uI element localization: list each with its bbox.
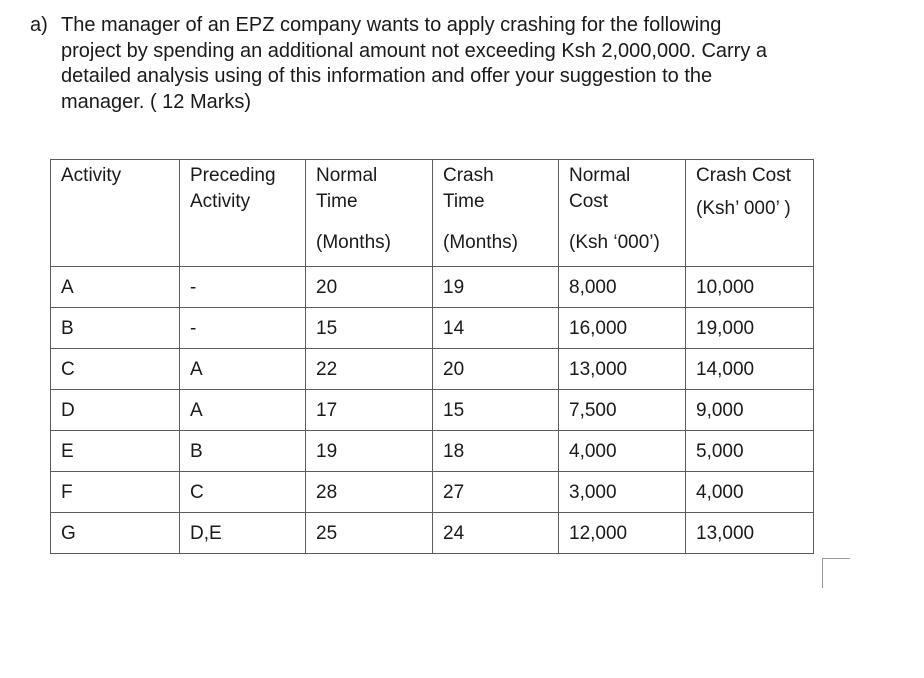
cell-crash-time: 20 [433, 349, 559, 390]
question-line: detailed analysis using of this information and offer your suggestion to the [61, 65, 713, 87]
crashing-data-table [50, 159, 814, 554]
question-body [61, 13, 850, 115]
header-normal-time [306, 160, 433, 267]
header-preceding-line-2: Activity [190, 191, 251, 212]
cell-normal-time: 19 [306, 431, 433, 472]
cell-activity: D [51, 390, 180, 431]
cell-crash-time: 18 [433, 431, 559, 472]
table-row [51, 513, 814, 554]
table-row [51, 390, 814, 431]
cell-activity: F [51, 472, 180, 513]
question-line: The manager of an EPZ company wants to apply crashing for the following [61, 14, 722, 36]
cell-crash-time: 14 [433, 308, 559, 349]
cell-crash-time: 15 [433, 390, 559, 431]
cell-preceding: C [180, 472, 306, 513]
table-row [51, 349, 814, 390]
question-text [30, 13, 850, 115]
cell-crash-cost: 9,000 [686, 390, 814, 431]
cell-activity: B [51, 308, 180, 349]
cell-normal-cost: 12,000 [559, 513, 686, 554]
table-row [51, 431, 814, 472]
page-corner-mark [822, 558, 850, 588]
header-normal-cost-unit: (Ksh ‘000’) [569, 232, 660, 253]
cell-crash-time: 19 [433, 267, 559, 308]
question-line: project by spending an additional amount not exceeding Ksh 2,000,000. Carry a [61, 39, 768, 62]
header-normal-time-line-2: Time [316, 191, 358, 212]
cell-normal-time: 25 [306, 513, 433, 554]
cell-crash-cost: 4,000 [686, 472, 814, 513]
question-marker: a) [30, 14, 48, 36]
header-normal-cost-line-1: Normal [569, 165, 631, 186]
header-crash-time-unit: (Months) [443, 232, 518, 253]
header-activity [51, 160, 180, 267]
cell-activity: A [51, 267, 180, 308]
header-crash-cost-unit: (Ksh’ 000’ ) [696, 198, 791, 219]
cell-normal-cost: 3,000 [559, 472, 686, 513]
cell-preceding: A [180, 390, 306, 431]
cell-normal-cost: 4,000 [559, 431, 686, 472]
cell-crash-cost: 19,000 [686, 308, 814, 349]
header-crash-time-line-1: Crash [443, 165, 494, 186]
cell-activity: C [51, 349, 180, 390]
cell-preceding: - [180, 308, 306, 349]
cell-preceding: D,E [180, 513, 306, 554]
header-preceding-activity [180, 160, 306, 267]
header-crash-cost [686, 160, 814, 267]
cell-normal-cost: 8,000 [559, 267, 686, 308]
cell-crash-cost: 14,000 [686, 349, 814, 390]
cell-normal-cost: 16,000 [559, 308, 686, 349]
cell-normal-time: 20 [306, 267, 433, 308]
header-normal-time-unit: (Months) [316, 232, 391, 253]
header-crash-time [433, 160, 559, 267]
cell-crash-cost: 5,000 [686, 431, 814, 472]
cell-normal-cost: 7,500 [559, 390, 686, 431]
cell-preceding: A [180, 349, 306, 390]
cell-normal-time: 15 [306, 308, 433, 349]
cell-crash-time: 24 [433, 513, 559, 554]
cell-preceding: B [180, 431, 306, 472]
header-normal-cost [559, 160, 686, 267]
table-header-row [51, 160, 814, 267]
table-row [51, 472, 814, 513]
cell-normal-time: 22 [306, 349, 433, 390]
cell-activity: G [51, 513, 180, 554]
cell-normal-cost: 13,000 [559, 349, 686, 390]
cell-normal-time: 17 [306, 390, 433, 431]
table-row [51, 267, 814, 308]
cell-crash-time: 27 [433, 472, 559, 513]
question-line: manager. ( 12 Marks) [61, 90, 252, 113]
header-crash-time-line-2: Time [443, 191, 485, 212]
header-normal-cost-line-2: Cost [569, 191, 609, 212]
cell-crash-cost: 13,000 [686, 513, 814, 554]
header-normal-time-line-1: Normal [316, 165, 378, 186]
cell-crash-cost: 10,000 [686, 267, 814, 308]
table-row [51, 308, 814, 349]
cell-preceding: - [180, 267, 306, 308]
header-crash-cost-line-1: Crash Cost [696, 165, 792, 186]
header-preceding-line-1: Preceding [190, 165, 276, 186]
cell-normal-time: 28 [306, 472, 433, 513]
header-activity-label: Activity [61, 165, 122, 186]
cell-activity: E [51, 431, 180, 472]
